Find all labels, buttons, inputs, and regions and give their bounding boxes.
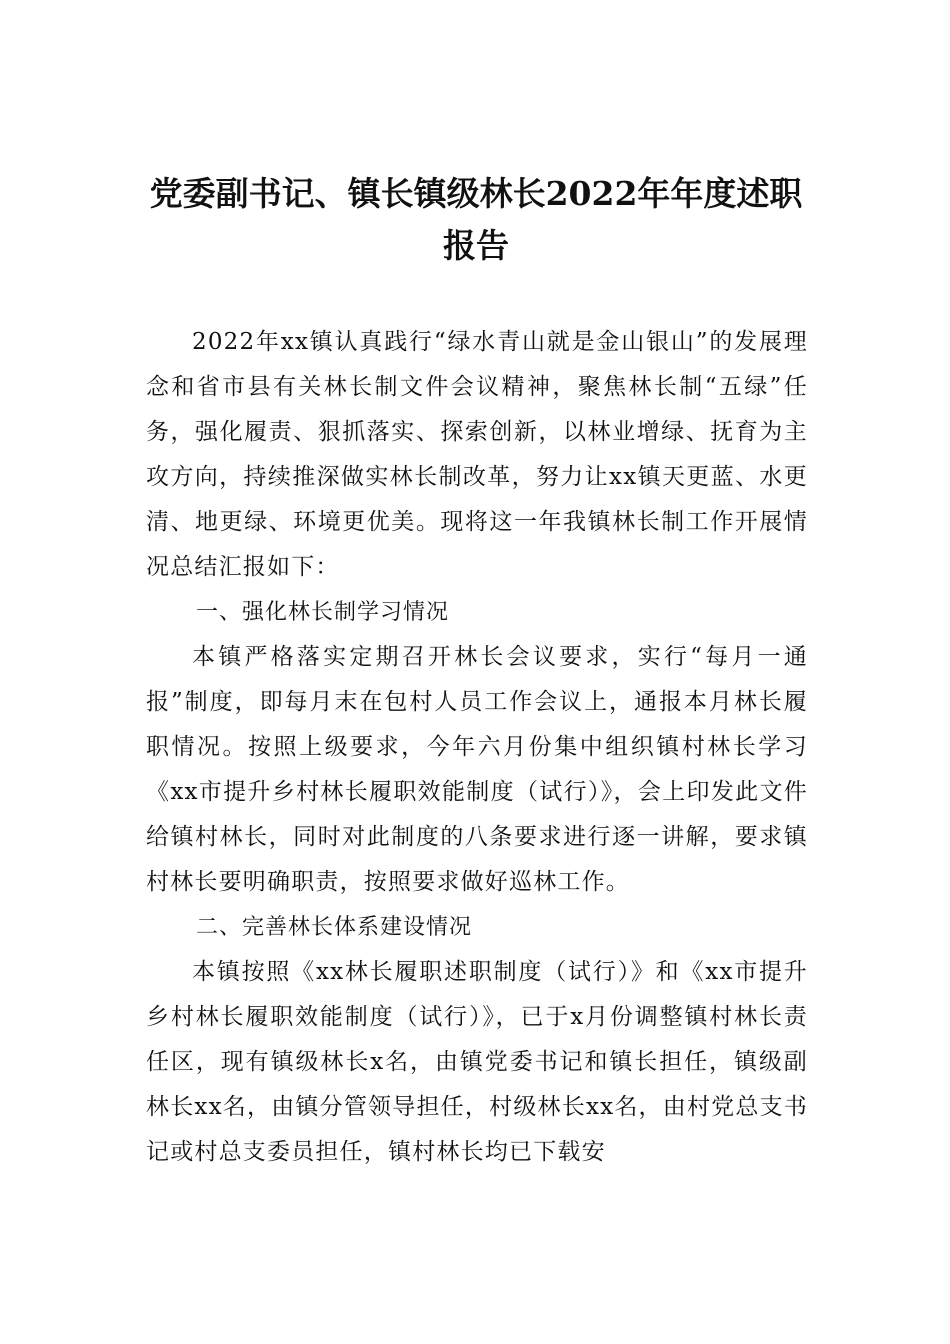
- section-heading-1: 一、强化林长制学习情况: [196, 600, 450, 625]
- intro-paragraph: 2022年xx镇认真践行“绿水青山就是金山银山”的发展理念和省市县有关林长制文件会议精神，聚焦林长制“五绿”任务，强化履责、狠抓落实、探索创新，以林业增绿、抚育为主攻方向，持续推深做实林长制改革，努力让xx镇天更蓝、水更清、地更绿、环境更优美。现将这一年我镇林长制工作开展情况总结汇报如下：: [146, 329, 808, 580]
- section-2-paragraph: 本镇按照《xx林长履职述职制度（试行）》和《xx市提升乡村林长履职效能制度（试行）》，已于x月份调整镇村林长责任区，现有镇级林长x名，由镇党委书记和镇长担任，镇级副林长xx名，由镇分管领导担任，村级林长xx名，由村党总支书记或村总支委员担任，镇村林长均已下载安: [146, 959, 808, 1165]
- document-title: 党委副书记、镇长镇级林长2022年年度述职报告: [149, 174, 803, 265]
- document-body: [146, 320, 808, 1175]
- section-heading-2: 二、完善林长体系建设情况: [196, 915, 473, 940]
- section-1-paragraph: 本镇严格落实定期召开林长会议要求，实行“每月一通报”制度，即每月末在包村人员工作会议上，通报本月林长履职情况。按照上级要求，今年六月份集中组织镇村林长学习《xx市提升乡村林长履职效能制度（试行）》，会上印发此文件给镇村林长，同时对此制度的八条要求进行逐一讲解，要求镇村林长要明确职责，按照要求做好巡林工作。: [146, 644, 808, 895]
